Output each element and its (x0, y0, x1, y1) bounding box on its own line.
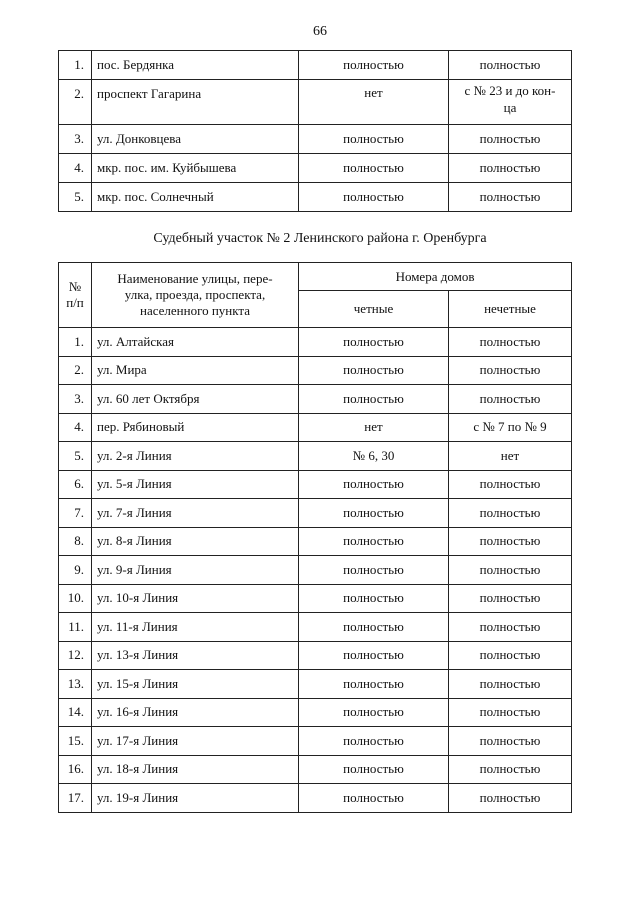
header-odd: нечетные (449, 291, 572, 328)
row-number: 9. (59, 556, 92, 585)
street-name: ул. 7-я Линия (92, 499, 299, 528)
even-houses: нет (299, 413, 449, 442)
row-number: 8. (59, 527, 92, 556)
row-number: 12. (59, 641, 92, 670)
odd-houses: полностью (449, 328, 572, 357)
table-row (59, 183, 572, 212)
header-street-name-line-1: Наименование улицы, пере- (117, 271, 273, 286)
street-name: ул. 10-я Линия (92, 584, 299, 613)
header-number-line-2: п/п (66, 295, 84, 310)
table-row (59, 80, 572, 125)
odd-houses: нет (449, 442, 572, 471)
row-number: 14. (59, 698, 92, 727)
street-name: ул. 5-я Линия (92, 470, 299, 499)
street-name: ул. 15-я Линия (92, 670, 299, 699)
street-name: мкр. пос. Солнечный (92, 183, 299, 212)
row-number: 1. (59, 328, 92, 357)
row-number: 5. (59, 183, 92, 212)
street-name: ул. 8-я Линия (92, 527, 299, 556)
even-houses: полностью (299, 556, 449, 585)
table-row (59, 328, 572, 357)
even-houses: полностью (299, 328, 449, 357)
odd-houses: полностью (449, 356, 572, 385)
table-row (59, 641, 572, 670)
odd-houses: полностью (449, 51, 572, 80)
odd-houses: полностью (449, 698, 572, 727)
odd-houses: полностью (449, 125, 572, 154)
row-number: 4. (59, 154, 92, 183)
odd-houses-line-2: ца (503, 100, 517, 115)
table-row (59, 51, 572, 80)
odd-houses-line-1: с № 23 и до кон- (464, 83, 556, 98)
section-title: Судебный участок № 2 Ленинского района г. Оренбурга (153, 231, 487, 246)
street-name: ул. Донковцева (92, 125, 299, 154)
street-name: ул. 16-я Линия (92, 698, 299, 727)
row-number: 1. (59, 51, 92, 80)
table-row (59, 613, 572, 642)
header-street-name (92, 263, 299, 328)
street-name: пер. Рябиновый (92, 413, 299, 442)
street-name: ул. 17-я Линия (92, 727, 299, 756)
even-houses: полностью (299, 613, 449, 642)
street-name: ул. 18-я Линия (92, 755, 299, 784)
even-houses: полностью (299, 641, 449, 670)
odd-houses (449, 80, 572, 125)
row-number: 17. (59, 784, 92, 813)
table-row (59, 413, 572, 442)
page-number: 66 (313, 24, 327, 39)
even-houses: № 6, 30 (299, 442, 449, 471)
table-row (59, 670, 572, 699)
header-even: четные (299, 291, 449, 328)
row-number: 11. (59, 613, 92, 642)
odd-houses: полностью (449, 385, 572, 414)
header-house-numbers: Номера домов (299, 263, 572, 291)
table-row (59, 556, 572, 585)
even-houses: полностью (299, 51, 449, 80)
row-number: 6. (59, 470, 92, 499)
street-name: проспект Гагарина (92, 80, 299, 125)
street-name: ул. 19-я Линия (92, 784, 299, 813)
table-row (59, 527, 572, 556)
even-houses: полностью (299, 727, 449, 756)
table-header-row (59, 263, 572, 291)
row-number: 2. (59, 80, 92, 125)
street-name: ул. 11-я Линия (92, 613, 299, 642)
row-number: 3. (59, 125, 92, 154)
street-name: ул. 60 лет Октября (92, 385, 299, 414)
even-houses: полностью (299, 125, 449, 154)
header-number (59, 263, 92, 328)
odd-houses: полностью (449, 527, 572, 556)
odd-houses: полностью (449, 499, 572, 528)
header-street-name-line-3: населенного пункта (139, 303, 251, 318)
even-houses: полностью (299, 698, 449, 727)
row-number: 13. (59, 670, 92, 699)
odd-houses: полностью (449, 183, 572, 212)
table-row (59, 499, 572, 528)
row-number: 10. (59, 584, 92, 613)
row-number: 3. (59, 385, 92, 414)
even-houses: нет (299, 80, 449, 125)
odd-houses: полностью (449, 727, 572, 756)
row-number: 5. (59, 442, 92, 471)
even-houses: полностью (299, 154, 449, 183)
header-street-name-line-2: улка, проезда, проспекта, (124, 287, 266, 302)
odd-houses: полностью (449, 613, 572, 642)
odd-houses: полностью (449, 154, 572, 183)
even-houses: полностью (299, 356, 449, 385)
header-number-line-1: № (68, 279, 82, 294)
even-houses: полностью (299, 499, 449, 528)
even-houses: полностью (299, 527, 449, 556)
row-number: 4. (59, 413, 92, 442)
street-name: ул. 2-я Линия (92, 442, 299, 471)
even-houses: полностью (299, 755, 449, 784)
odd-houses: полностью (449, 784, 572, 813)
table-row (59, 154, 572, 183)
table-row (59, 125, 572, 154)
street-name: ул. 9-я Линия (92, 556, 299, 585)
table-row (59, 584, 572, 613)
street-name: ул. 13-я Линия (92, 641, 299, 670)
even-houses: полностью (299, 584, 449, 613)
odd-houses: полностью (449, 641, 572, 670)
even-houses: полностью (299, 470, 449, 499)
odd-houses: полностью (449, 470, 572, 499)
even-houses: полностью (299, 385, 449, 414)
street-name: ул. Алтайская (92, 328, 299, 357)
table-row (59, 727, 572, 756)
odd-houses: полностью (449, 556, 572, 585)
table-row (59, 356, 572, 385)
street-name: пос. Бердянка (92, 51, 299, 80)
table-row (59, 442, 572, 471)
even-houses: полностью (299, 183, 449, 212)
odd-houses: с № 7 по № 9 (449, 413, 572, 442)
court-district-streets-table (58, 262, 572, 813)
street-name: ул. Мира (92, 356, 299, 385)
even-houses: полностью (299, 784, 449, 813)
row-number: 15. (59, 727, 92, 756)
table-row (59, 755, 572, 784)
continued-streets-table (58, 50, 572, 212)
row-number: 2. (59, 356, 92, 385)
row-number: 16. (59, 755, 92, 784)
odd-houses: полностью (449, 755, 572, 784)
table-row (59, 385, 572, 414)
table-row (59, 784, 572, 813)
odd-houses: полностью (449, 670, 572, 699)
odd-houses: полностью (449, 584, 572, 613)
even-houses: полностью (299, 670, 449, 699)
street-name: мкр. пос. им. Куйбышева (92, 154, 299, 183)
table-row (59, 698, 572, 727)
table-row (59, 470, 572, 499)
row-number: 7. (59, 499, 92, 528)
